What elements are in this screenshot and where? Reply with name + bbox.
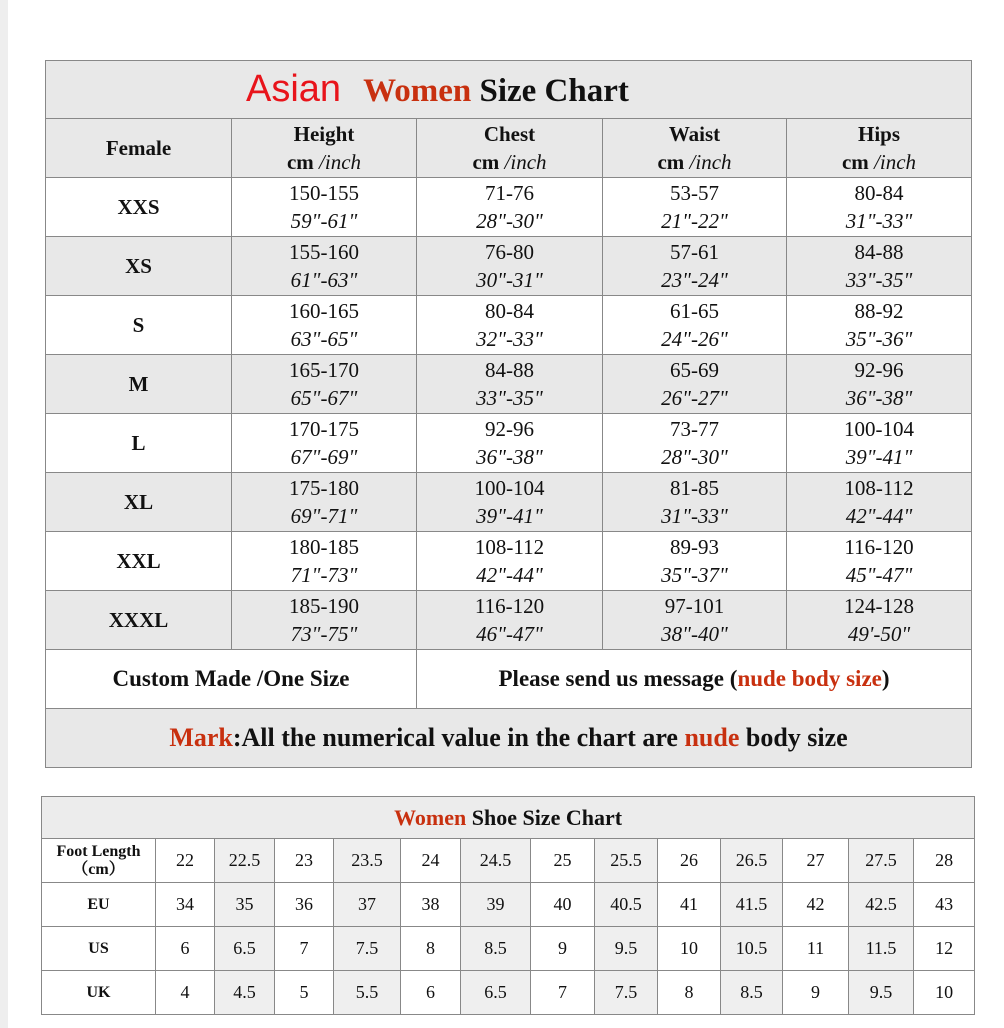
mark-nude: nude — [684, 723, 740, 752]
value-inch: 31"-33" — [661, 504, 728, 528]
shoe-size-cell: 9.5 — [849, 971, 914, 1015]
shoe-size-cell: 4.5 — [215, 971, 275, 1015]
value-cm: 185-190 — [289, 594, 359, 618]
size-label: XL — [46, 473, 232, 532]
shoe-size-cell: 42 — [783, 883, 849, 927]
table-row — [46, 355, 972, 414]
header-chest — [417, 119, 603, 178]
foot-length-cell: 23 — [275, 839, 334, 883]
measure-cell — [232, 237, 417, 296]
value-cm: 88-92 — [854, 299, 904, 323]
foot-length-cell: 26 — [658, 839, 721, 883]
value-cm: 108-112 — [474, 535, 545, 559]
shoe-title-rest: Shoe Size Chart — [466, 804, 623, 830]
shoe-row-label: EU — [42, 883, 156, 927]
shoe-size-cell: 10 — [658, 927, 721, 971]
measure-cell — [603, 355, 787, 414]
value-inch: 21"-22" — [661, 209, 728, 233]
value-cm: 160-165 — [289, 299, 359, 323]
value-inch: 33"-35" — [845, 268, 913, 292]
value-cm: 65-69 — [670, 358, 719, 382]
measure-cell — [603, 237, 787, 296]
size-label: XXXL — [46, 591, 232, 650]
custom-made-label: Custom Made /One Size — [46, 650, 417, 709]
value-cm: 89-93 — [670, 535, 719, 559]
measure-cell — [232, 355, 417, 414]
size-chart-title — [46, 61, 972, 119]
measure-cell — [603, 473, 787, 532]
value-inch: 32"-33" — [476, 327, 543, 351]
measure-cell — [603, 591, 787, 650]
unit-cm: cm — [472, 150, 500, 174]
shoe-size-cell: 6.5 — [215, 927, 275, 971]
value-cm: 71-76 — [485, 181, 534, 205]
table-row — [46, 473, 972, 532]
value-cm: 80-84 — [854, 181, 904, 205]
measure-cell — [787, 178, 972, 237]
shoe-title-women: Women — [394, 804, 467, 830]
shoe-size-cell: 7 — [531, 971, 595, 1015]
value-cm: 81-85 — [670, 476, 719, 500]
measure-cell — [787, 473, 972, 532]
size-label: XXL — [46, 532, 232, 591]
measure-cell — [417, 237, 603, 296]
table-row — [46, 591, 972, 650]
shoe-row-uk — [42, 971, 975, 1015]
measure-cell — [232, 591, 417, 650]
msg-pre: Please send us message ( — [498, 666, 738, 691]
shoe-size-cell: 9 — [783, 971, 849, 1015]
shoe-size-cell: 5 — [275, 971, 334, 1015]
foot-length-cell: 24.5 — [461, 839, 531, 883]
shoe-size-cell: 6 — [401, 971, 461, 1015]
mark-label: Mark — [169, 723, 233, 752]
size-label: XXS — [46, 178, 232, 237]
value-cm: 100-104 — [474, 476, 545, 500]
shoe-size-cell: 10 — [914, 971, 975, 1015]
foot-length-label — [42, 839, 156, 883]
mark-text: :All the numerical value in the chart are — [232, 723, 685, 752]
shoe-size-cell: 7.5 — [334, 927, 401, 971]
women-size-chart — [45, 60, 972, 768]
foot-length-cell: 23.5 — [334, 839, 401, 883]
measure-cell — [787, 296, 972, 355]
shoe-row-label: US — [42, 927, 156, 971]
measure-cell — [603, 414, 787, 473]
unit-cm: cm — [657, 150, 685, 174]
value-cm: 155-160 — [289, 240, 359, 264]
value-inch: 63"-65" — [290, 327, 358, 351]
shoe-size-cell: 11 — [783, 927, 849, 971]
shoe-size-cell: 11.5 — [849, 927, 914, 971]
value-cm: 76-80 — [485, 240, 534, 264]
value-inch: 33"-35" — [476, 386, 543, 410]
measure-cell — [417, 296, 603, 355]
value-cm: 92-96 — [485, 417, 534, 441]
foot-length-cell: 28 — [914, 839, 975, 883]
value-inch: 46"-47" — [476, 622, 543, 646]
header-female: Female — [46, 119, 232, 178]
table-row — [46, 532, 972, 591]
value-cm: 57-61 — [670, 240, 719, 264]
value-inch: 36"-38" — [476, 445, 543, 469]
value-cm: 61-65 — [670, 299, 719, 323]
measure-cell — [603, 532, 787, 591]
shoe-size-cell: 9 — [531, 927, 595, 971]
shoe-size-cell: 34 — [156, 883, 215, 927]
header-label: Height — [293, 122, 355, 146]
foot-length-cell: 27 — [783, 839, 849, 883]
measure-cell — [232, 296, 417, 355]
value-inch: 39"-41" — [845, 445, 913, 469]
msg-nude-body-size: nude body size — [737, 666, 882, 691]
value-inch: 65"-67" — [290, 386, 358, 410]
value-inch: 35"-37" — [661, 563, 728, 587]
unit-cm: cm — [286, 150, 314, 174]
value-inch: 36"-38" — [845, 386, 913, 410]
foot-length-cell: 24 — [401, 839, 461, 883]
size-label: M — [46, 355, 232, 414]
left-edge — [0, 0, 8, 1028]
size-label: XS — [46, 237, 232, 296]
unit-cm: cm — [841, 150, 869, 174]
shoe-size-cell: 42.5 — [849, 883, 914, 927]
header-label: Hips — [858, 122, 901, 146]
shoe-size-cell: 5.5 — [334, 971, 401, 1015]
shoe-size-cell: 39 — [461, 883, 531, 927]
value-inch: 24"-26" — [661, 327, 728, 351]
foot-length-cell: 25.5 — [595, 839, 658, 883]
value-inch: 31"-33" — [845, 209, 913, 233]
value-cm: 53-57 — [670, 181, 719, 205]
foot-length-cell: 22.5 — [215, 839, 275, 883]
foot-length-cell: 26.5 — [721, 839, 783, 883]
value-inch: 45"-47" — [845, 563, 913, 587]
shoe-row-label: UK — [42, 971, 156, 1015]
value-cm: 116-120 — [474, 594, 545, 618]
unit-inch: /inch — [874, 150, 917, 174]
foot-length-cell: 27.5 — [849, 839, 914, 883]
value-inch: 42"-44" — [845, 504, 913, 528]
shoe-row-eu — [42, 883, 975, 927]
foot-label: Foot Length — [56, 842, 141, 860]
header-label: Waist — [668, 122, 721, 146]
shoe-size-cell: 8 — [658, 971, 721, 1015]
shoe-size-cell: 8 — [401, 927, 461, 971]
value-cm: 116-120 — [844, 535, 914, 559]
value-cm: 150-155 — [289, 181, 359, 205]
value-cm: 170-175 — [289, 417, 359, 441]
size-label: S — [46, 296, 232, 355]
mark-note — [46, 709, 972, 768]
shoe-size-cell: 12 — [914, 927, 975, 971]
title-rest: Size Chart — [479, 73, 629, 109]
value-inch: 26"-27" — [661, 386, 728, 410]
msg-post: ) — [881, 666, 890, 691]
shoe-row-us — [42, 927, 975, 971]
value-inch: 49'-50" — [847, 622, 911, 646]
shoe-chart-title — [42, 797, 975, 839]
measure-cell — [787, 414, 972, 473]
value-cm: 165-170 — [289, 358, 359, 382]
measure-cell — [787, 532, 972, 591]
foot-length-cell: 22 — [156, 839, 215, 883]
shoe-size-cell: 40 — [531, 883, 595, 927]
value-cm: 73-77 — [670, 417, 719, 441]
header-height — [232, 119, 417, 178]
shoe-size-cell: 37 — [334, 883, 401, 927]
custom-message — [417, 650, 972, 709]
shoe-size-cell: 41.5 — [721, 883, 783, 927]
foot-length-row — [42, 839, 975, 883]
shoe-size-cell: 38 — [401, 883, 461, 927]
shoe-size-cell: 7.5 — [595, 971, 658, 1015]
value-inch: 38"-40" — [661, 622, 728, 646]
title-women: Women — [363, 73, 472, 109]
value-cm: 80-84 — [485, 299, 534, 323]
value-inch: 23"-24" — [661, 268, 728, 292]
value-inch: 35"-36" — [845, 327, 913, 351]
value-cm: 108-112 — [844, 476, 914, 500]
table-row — [46, 237, 972, 296]
shoe-size-cell: 41 — [658, 883, 721, 927]
value-cm: 84-88 — [854, 240, 904, 264]
mark-end: body size — [739, 723, 848, 752]
value-inch: 28"-30" — [476, 209, 543, 233]
size-label: L — [46, 414, 232, 473]
header-hips — [787, 119, 972, 178]
measure-cell — [232, 532, 417, 591]
shoe-size-cell: 36 — [275, 883, 334, 927]
table-row — [46, 178, 972, 237]
value-cm: 175-180 — [289, 476, 359, 500]
shoe-size-cell: 4 — [156, 971, 215, 1015]
measure-cell — [232, 178, 417, 237]
value-cm: 180-185 — [289, 535, 359, 559]
foot-length-cell: 25 — [531, 839, 595, 883]
unit-inch: /inch — [504, 150, 547, 174]
measure-cell — [417, 178, 603, 237]
unit-inch: /inch — [319, 150, 362, 174]
title-asian: Asian — [246, 68, 342, 110]
shoe-size-cell: 35 — [215, 883, 275, 927]
value-inch: 71"-73" — [290, 563, 358, 587]
shoe-size-cell: 6.5 — [461, 971, 531, 1015]
shoe-size-cell: 8.5 — [461, 927, 531, 971]
unit-inch: /inch — [689, 150, 732, 174]
measure-cell — [417, 532, 603, 591]
value-inch: 69"-71" — [290, 504, 358, 528]
value-cm: 100-104 — [844, 417, 915, 441]
measure-cell — [417, 414, 603, 473]
header-waist — [603, 119, 787, 178]
value-inch: 39"-41" — [476, 504, 543, 528]
women-shoe-size-chart — [41, 796, 975, 1015]
header-label: Chest — [483, 122, 536, 146]
shoe-size-cell: 10.5 — [721, 927, 783, 971]
table-row — [46, 296, 972, 355]
shoe-size-cell: 8.5 — [721, 971, 783, 1015]
shoe-size-cell: 40.5 — [595, 883, 658, 927]
measure-cell — [417, 473, 603, 532]
foot-unit: （cm） — [72, 860, 125, 878]
value-inch: 30"-31" — [476, 268, 543, 292]
measure-cell — [603, 178, 787, 237]
measure-cell — [787, 355, 972, 414]
value-inch: 61"-63" — [290, 268, 358, 292]
table-row — [46, 414, 972, 473]
value-inch: 73"-75" — [290, 622, 358, 646]
measure-cell — [787, 237, 972, 296]
measure-cell — [787, 591, 972, 650]
value-cm: 97-101 — [664, 594, 725, 618]
value-inch: 28"-30" — [661, 445, 728, 469]
measure-cell — [417, 355, 603, 414]
value-cm: 84-88 — [485, 358, 534, 382]
measure-cell — [232, 414, 417, 473]
shoe-size-cell: 43 — [914, 883, 975, 927]
value-cm: 92-96 — [854, 358, 904, 382]
shoe-size-cell: 7 — [275, 927, 334, 971]
shoe-size-cell: 6 — [156, 927, 215, 971]
value-inch: 67"-69" — [290, 445, 358, 469]
shoe-size-cell: 9.5 — [595, 927, 658, 971]
measure-cell — [603, 296, 787, 355]
measure-cell — [417, 591, 603, 650]
value-inch: 42"-44" — [476, 563, 543, 587]
value-cm: 124-128 — [844, 594, 915, 618]
measure-cell — [232, 473, 417, 532]
value-inch: 59"-61" — [290, 209, 358, 233]
